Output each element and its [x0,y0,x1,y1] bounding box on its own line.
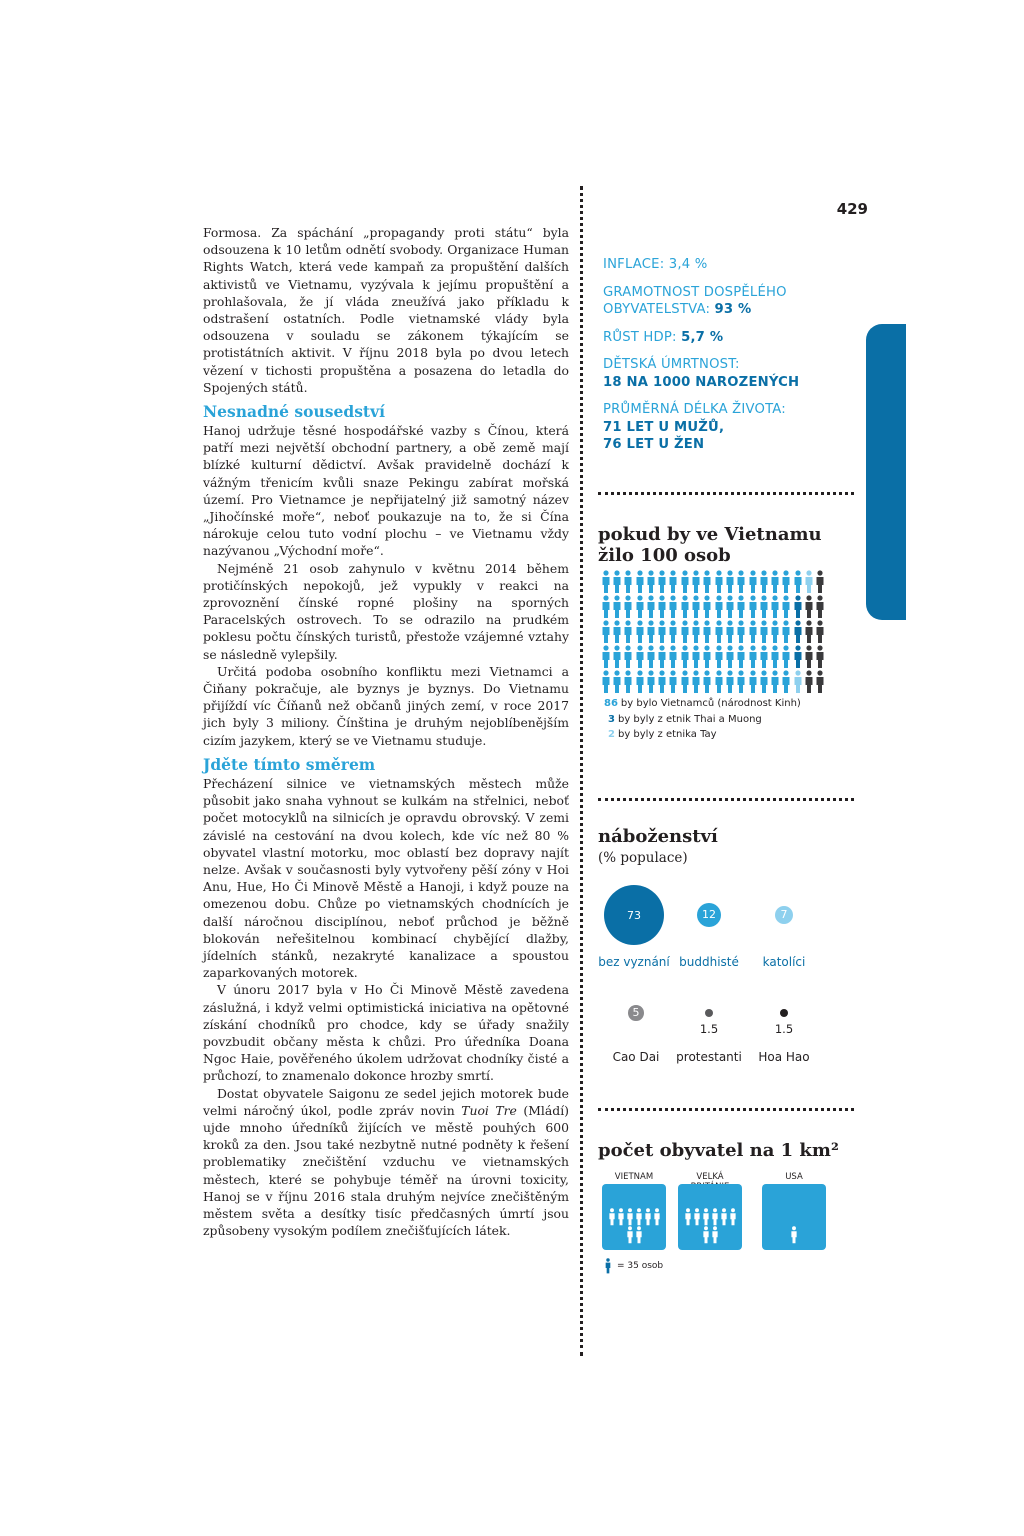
person-mark [758,670,769,695]
density-country-label: VELKÁ [696,1172,724,1182]
person-icon [725,620,735,644]
person-icon [635,570,645,594]
person-icon [815,570,825,594]
person-mark [690,595,701,620]
person-icon [748,570,758,594]
religion-label: Cao Dai [612,1050,660,1064]
stat-life-value: 71 LET U MUŽŮ, 76 LET U ŽEN [603,419,725,452]
person-icon [657,670,667,694]
person-icon [623,570,633,594]
person-mark [781,620,792,645]
person-mark [623,595,634,620]
person-mark [781,645,792,670]
person-icon [736,620,746,644]
person-icon [793,620,803,644]
person-mark [611,645,622,670]
person-icon [680,570,690,594]
person-icon [804,620,814,644]
person-icon [612,670,622,694]
person-mark [656,620,667,645]
person-icon [770,670,780,694]
person-mark [623,670,634,695]
person-icon [601,570,611,594]
person-icon [635,645,645,669]
person-icon [668,645,678,669]
person-mark [679,595,690,620]
person-icon [770,620,780,644]
person-icon [601,620,611,644]
person-icon [657,570,667,594]
person-icon [725,645,735,669]
person-icon [657,620,667,644]
person-mark [769,570,780,595]
person-mark [702,595,713,620]
person-mark [736,645,747,670]
person-mark [815,645,826,670]
person-mark [611,595,622,620]
stat-literacy-value: 93 % [714,302,752,317]
person-mark [792,570,803,595]
person-icon [725,570,735,594]
person-icon [759,620,769,644]
religion-bubble-value: 73 [627,908,641,922]
person-icon [646,620,656,644]
person-mark [656,645,667,670]
person-icon [736,570,746,594]
person-mark [781,670,792,695]
person-mark [792,620,803,645]
person-icon [714,645,724,669]
person-icon [748,620,758,644]
person-mark [769,645,780,670]
person-mark [713,570,724,595]
person-icon [646,595,656,619]
person-icon [635,1208,643,1226]
person-icon [668,570,678,594]
divider-1 [598,492,854,495]
person-icon [748,645,758,669]
person-icon [793,645,803,669]
person-mark [645,645,656,670]
person-icon [804,570,814,594]
person-icon [759,670,769,694]
person-mark [713,595,724,620]
person-mark [623,645,634,670]
person-icon [711,1226,719,1244]
person-mark [679,620,690,645]
person-mark [656,570,667,595]
person-icon [804,645,814,669]
legend-2-text: by byly z etnik Thai a Muong [617,714,762,725]
person-mark [668,570,679,595]
person-icon [646,670,656,694]
person-icon [657,595,667,619]
person-icon [781,620,791,644]
person-icon [693,1208,701,1226]
person-icon [804,595,814,619]
person-mark [747,670,758,695]
person-icon [626,1208,634,1226]
person-icon [736,595,746,619]
person-mark [803,670,814,695]
person-icon [804,670,814,694]
person-mark [690,620,701,645]
person-mark [803,645,814,670]
person-mark [758,595,769,620]
person-mark [690,645,701,670]
person-icon [729,1208,737,1226]
density-country-label: VIETNAM [614,1172,654,1182]
religion-bubble [780,1009,789,1018]
person-icon [691,570,701,594]
religion-value-label: 1.5 [774,1022,794,1036]
person-icon [691,670,701,694]
heading-nesnadne-sousedstvi: Nesnadné sousedství [203,402,385,422]
person-icon [781,670,791,694]
person-icon [601,645,611,669]
person-icon [635,595,645,619]
person-mark [792,595,803,620]
person-icon [612,595,622,619]
person-mark [747,645,758,670]
person-mark [634,645,645,670]
person-icon [725,595,735,619]
person-icon [635,670,645,694]
person-mark [690,570,701,595]
person-mark [769,670,780,695]
person-mark [747,570,758,595]
religion-bubble-value: 5 [632,1006,640,1020]
person-mark [724,670,735,695]
person-mark [679,645,690,670]
article-paragraph-4: Určitá podoba osobního konfliktu mezi Vietnamci a Čiňany pokračuje, ale byznys je byznys. Do Vietnamu přijíždí víc Číňanů než občanů jiných zemí, v roce 2017 jich byly 3 miliony. Čínština je druhým nejoblíbenějším cizím jazykem, který se ve Vietnamu studuje. [203,663,569,748]
person-mark [803,595,814,620]
person-icon [680,670,690,694]
people-legend-3 [608,729,717,740]
person-mark [645,670,656,695]
density-country-box [602,1184,666,1250]
people-legend-2 [608,714,762,725]
person-icon [680,595,690,619]
person-mark [668,670,679,695]
newspaper-name: Tuoi Tre [461,1102,517,1118]
person-mark [758,620,769,645]
person-icon [790,1226,798,1244]
density-legend-text: = 35 osob [617,1261,664,1271]
person-mark [724,645,735,670]
person-icon [653,1208,661,1226]
person-icon [684,1208,692,1226]
person-icon [736,645,746,669]
person-icon [680,645,690,669]
person-mark [724,595,735,620]
person-icon [668,670,678,694]
people-legend-1 [604,698,801,709]
person-icon [623,645,633,669]
article-paragraph-1: Formosa. Za spáchání „propagandy proti státu“ byla odsouzena k 10 letům odnětí svobody. Organizace Human Rights Watch, která vede kampaň za propuštění dalších aktivistů ve Vietnamu, vyzývala k jejímu propuštění a prohlašovala, že jí vláda zneužívá jako příkladu k odstrašení ostatních. Podle vietnamské vlády byla odsouzena v souladu se zákonem týkajícím se protistátních aktivit. V říjnu 2018 byla po dvou letech vězení v tichosti propuštěna a posazena do letadla do Spojených států. [203,225,569,395]
person-mark [747,595,758,620]
person-icon [720,1208,728,1226]
person-icon [668,620,678,644]
person-mark [815,570,826,595]
person-icon [793,570,803,594]
person-icon [657,645,667,669]
person-mark [724,620,735,645]
person-icon [635,620,645,644]
person-icon [644,1208,652,1226]
religion-label: protestanti [676,1050,742,1064]
person-icon [691,645,701,669]
person-mark [645,620,656,645]
person-icon [736,670,746,694]
person-icon [781,645,791,669]
person-mark [623,570,634,595]
religion-bubble-value: 7 [780,908,788,922]
person-mark [769,620,780,645]
person-icon [608,1208,616,1226]
religion-label: katolíci [762,955,806,969]
person-icon [623,670,633,694]
person-icon [702,595,712,619]
page-number: 429 [836,200,868,218]
person-mark [600,595,611,620]
person-icon [770,595,780,619]
person-icon [793,670,803,694]
person-mark [815,670,826,695]
stat-mortality-label: DĚTSKÁ ÚMRTNOST: [603,357,740,372]
person-icon [793,595,803,619]
person-icon [759,570,769,594]
person-mark [634,570,645,595]
person-icon [748,670,758,694]
religion-label: Hoa Hao [758,1050,810,1064]
divider-2 [598,798,854,801]
legend-1-text: by bylo Vietnamců (národnost Kinh) [620,698,801,709]
article-paragraph-5: Přecházení silnice ve vietnamských městech může působit jako snaha vyhnout se kulkám na střelnici, neboť počet motocyklů na silnicích je opravdu obrovský. V zemi závislé na cestování na dvou kolech, kde víc než 80 % obyvatel vlastní motorku, moc oblastí bez dopravy najít nelze. Avšak v současnosti byly vytvořeny pěší zóny v Hoi Anu, Hue, Ho Či Minově Městě a Hanoji, i když pouze na omezenou dobu. Chůze po vietnamských chodnících je další náročnou disciplínou, neboť průchod je běžně blokován neřešitelnou kombinací chybějící dlažby, jídelních stánků, nezakryté kanalizace a spoustou zaparkovaných motorek. [203,775,569,981]
person-icon [702,1226,710,1244]
legend-2-number: 3 [608,714,615,725]
article-paragraph-2: Hanoj udržuje těsné hospodářské vazby s Čínou, která patří mezi největší obchodní partnery, a obě země mají blízké kulturní dědictví. Avšak pravidelně dochází k vážným třenicím kvůli snaze Pekingu zabírat mořská území. Pro Vietnamce je nepřijatelný již samotný název „Jihočínské moře“, neboť poukazuje na to, že si Čína nárokuje celou tuto vodní plochu – ve Vietnamu vždy nazývanou „Východní moře“. [203,423,569,559]
religion-bubble-value: 12 [701,908,716,922]
density-legend [604,1258,663,1274]
person-mark [747,620,758,645]
density-title: počet obyvatel na 1 km² [598,1140,839,1161]
person-mark [679,670,690,695]
stat-literacy-label: GRAMOTNOST DOSPĚLÉHO OBYVATELSTVA: [603,284,787,317]
person-icon [623,620,633,644]
person-icon [626,1226,634,1244]
person-icon [770,645,780,669]
stat-gdp-growth [603,329,854,347]
person-mark [736,570,747,595]
people-title: pokud by ve Vietnamu žilo 100 osob [598,524,822,566]
column-divider [580,186,583,1356]
stat-infant-mortality [603,356,854,391]
religion-title: náboženství [598,826,718,847]
person-icon [770,570,780,594]
person-icon [691,620,701,644]
density-country-label: USA [785,1172,803,1182]
person-mark [702,645,713,670]
person-icon [815,645,825,669]
person-mark [668,620,679,645]
stat-mortality-value: 18 NA 1000 NAROZENÝCH [603,374,800,390]
stat-gdp-label: RŮST HDP: [603,329,682,345]
person-icon [623,595,633,619]
person-icon [759,595,769,619]
person-mark [803,570,814,595]
person-icon [714,570,724,594]
person-mark [656,595,667,620]
person-icon [612,620,622,644]
chapter-side-tab [866,324,906,620]
legend-3-text: by byly z etnika Tay [617,729,717,740]
person-icon [702,1208,710,1226]
person-icon [668,595,678,619]
religion-bubble [697,903,721,927]
density-country-box [678,1184,742,1250]
person-mark [713,670,724,695]
person-icon [702,620,712,644]
religion-bubble [628,1005,644,1021]
heading-jdete-timto-smerem: Jděte tímto směrem [203,754,376,774]
article-body [203,224,569,1239]
religion-value-label: 1.5 [699,1022,719,1036]
religion-subtitle: (% populace) [598,850,688,866]
paragraph-7-part-a: Dostat obyvatele Saigonu ze sedel jejich motorek bude velmi náročný úkol, podle zpráv novin [203,1085,569,1118]
divider-3 [598,1108,854,1111]
person-mark [781,570,792,595]
religion-bubble [604,885,664,945]
person-icon [748,595,758,619]
person-mark [792,645,803,670]
person-mark [611,670,622,695]
legend-1-number: 86 [604,698,618,709]
person-mark [634,620,645,645]
person-icon [815,670,825,694]
stat-life-expectancy [603,401,854,454]
article-paragraph-3: Nejméně 21 osob zahynulo v květnu 2014 během protičínských nepokojů, jež vypukly v reakci na zprovoznění čínské ropné plošiny na sporných Paracelských ostrovech. To se odrazilo na prudkém poklesu počtu čínských turistů, přestože vzájemné vztahy se následně vylepšily. [203,560,569,662]
person-icon [714,670,724,694]
person-mark [679,570,690,595]
legend-3-number: 2 [608,729,615,740]
person-mark [690,670,701,695]
stats-panel [596,256,854,464]
person-icon [702,670,712,694]
person-icon [617,1208,625,1226]
person-mark [781,595,792,620]
person-icon [759,645,769,669]
person-icon [725,670,735,694]
stat-inflation [603,256,854,274]
person-icon [646,645,656,669]
person-mark [702,620,713,645]
person-icon [646,570,656,594]
religion-bubble [775,906,794,925]
person-mark [600,645,611,670]
person-icon [601,595,611,619]
person-mark [611,620,622,645]
person-mark [668,595,679,620]
paragraph-7-part-b: (Mládí) ujde mnoho úředníků žijících ve městě pouhých 600 kroků za den. Jsou také nezbytně nutné podněty k řešení problematiky znečištění vzduchu ve vietnamských městech, které se pohybuje téměř na úrovni toxicity, Hanoj se v říjnu 2016 stala druhým nejvíce znečištěným městem světa a desítky tisíc předčasných úmrtí jsou způsobeny vysokým podílem znečišťujících látek. [203,1102,569,1239]
person-mark [815,595,826,620]
person-mark [600,620,611,645]
person-mark [645,595,656,620]
person-icon [711,1208,719,1226]
person-icon [680,620,690,644]
person-icon [604,1258,612,1274]
person-mark [769,595,780,620]
person-mark [792,670,803,695]
person-icon [635,1226,643,1244]
person-mark [600,570,611,595]
person-mark [611,570,622,595]
person-mark [634,670,645,695]
stat-literacy [603,284,854,319]
person-mark [656,670,667,695]
person-icon [702,645,712,669]
person-mark [736,595,747,620]
density-country-box [762,1184,826,1250]
person-mark [668,645,679,670]
religion-label: buddhisté [679,955,739,969]
people-grid [600,570,830,695]
person-icon [702,570,712,594]
person-mark [815,620,826,645]
religion-label: bez vyznání [598,955,670,969]
person-mark [713,645,724,670]
person-mark [600,670,611,695]
person-mark [758,570,769,595]
religion-bubble [705,1009,714,1018]
article-paragraph-7 [203,1085,569,1240]
person-mark [645,570,656,595]
person-icon [612,645,622,669]
person-mark [623,620,634,645]
person-icon [714,620,724,644]
person-mark [803,620,814,645]
person-mark [702,570,713,595]
article-paragraph-6: V únoru 2017 byla v Ho Či Minově Městě zavedena záslužná, i když velmi optimistická iniciativa na opětovné získání chodníků pro chodce, kdy se úřady snažily povzbudit občany města k chůzi. Pro úředníka Doana Ngoc Haie, pověřeného úkolem udržovat chodníky čisté a průchozí, to znamenalo dokonce hrozby smrtí. [203,982,569,1084]
person-icon [815,620,825,644]
stat-inflation-label: INFLACE: 3,4 % [603,257,708,272]
person-icon [612,570,622,594]
person-mark [736,620,747,645]
person-mark [634,595,645,620]
person-icon [714,595,724,619]
person-mark [713,620,724,645]
stat-life-label: PRŮMĚRNÁ DÉLKA ŽIVOTA: [603,402,786,417]
person-icon [691,595,701,619]
person-icon [815,595,825,619]
person-icon [781,595,791,619]
stat-gdp-value: 5,7 % [681,329,724,345]
person-mark [724,570,735,595]
person-mark [702,670,713,695]
person-mark [758,645,769,670]
person-icon [601,670,611,694]
person-mark [736,670,747,695]
person-icon [781,570,791,594]
